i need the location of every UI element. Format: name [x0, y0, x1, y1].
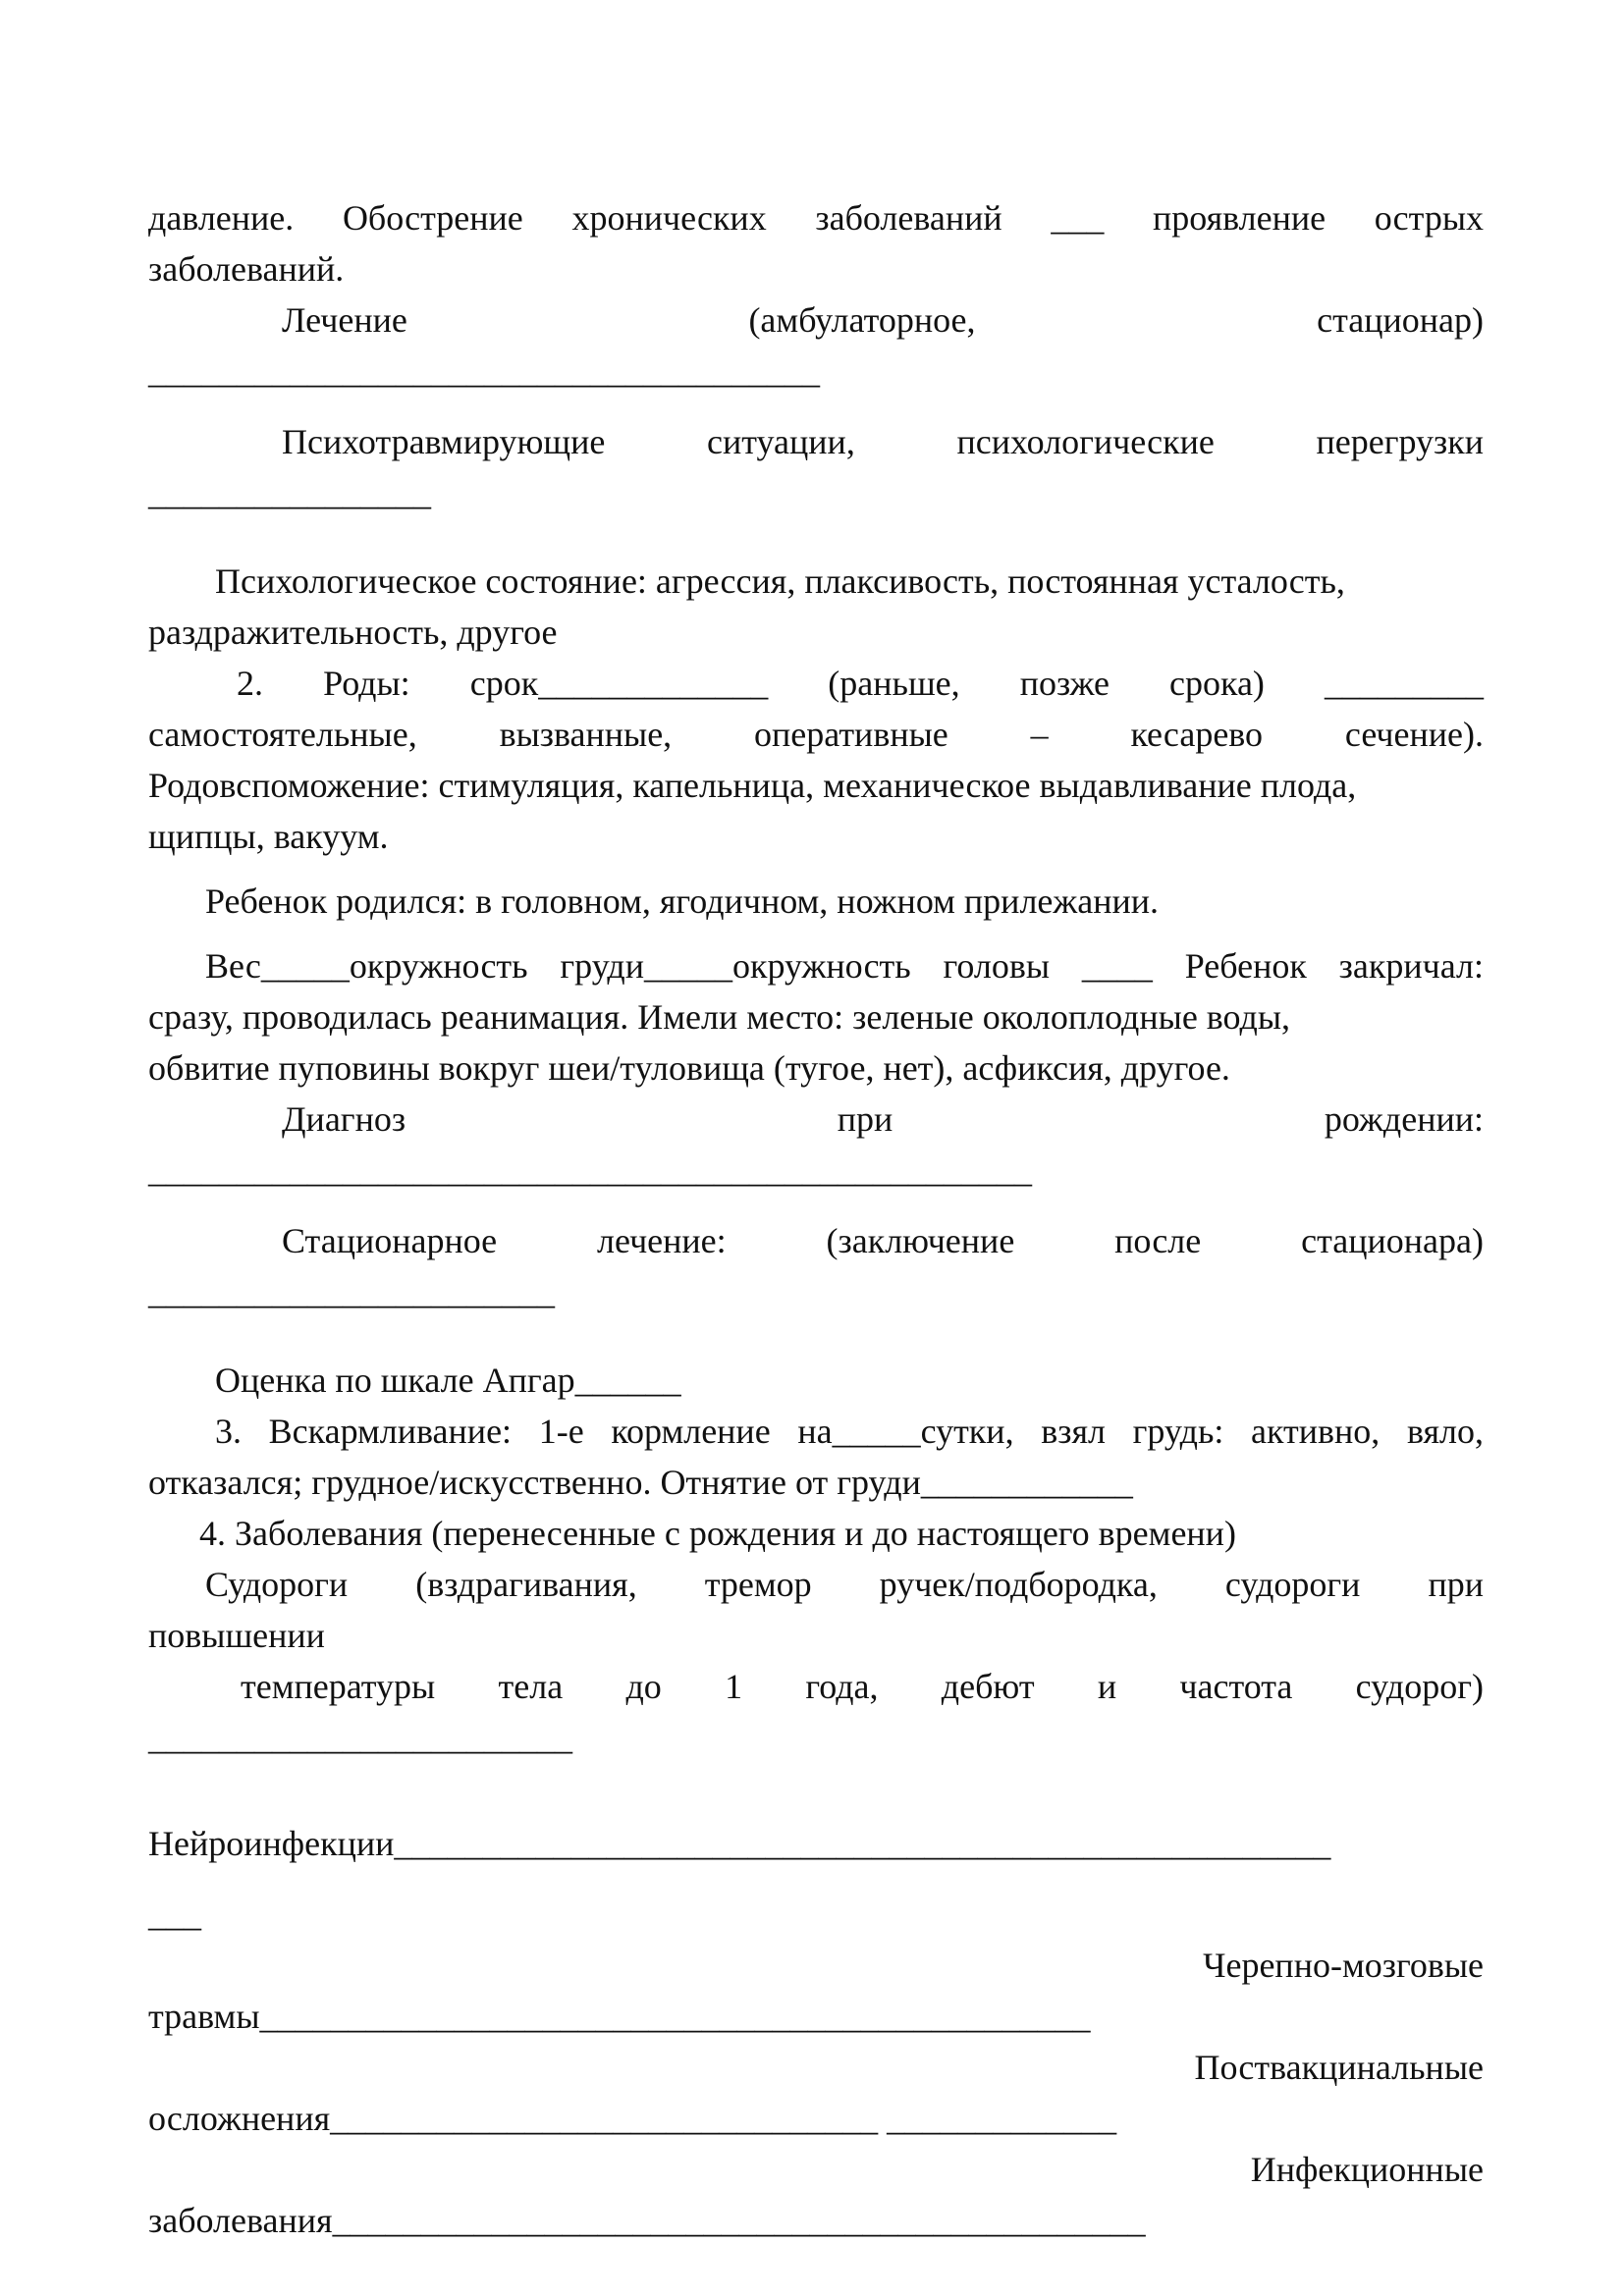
treatment-blank: ______________________________________ [148, 351, 820, 391]
diagnosis-blank: __________________________________________________ [148, 1150, 1032, 1190]
diagnosis-label: Диагноз при рождении: [282, 1099, 1484, 1139]
inpatient-label: Стационарное лечение: (заключение после стационара) [282, 1221, 1484, 1260]
psych-state-line-2: раздражительность, другое [148, 613, 558, 652]
postvaccinal-line: осложнения_______________________________ _____________ [148, 2099, 1117, 2138]
inpatient-blank: _______________________ [148, 1272, 555, 1311]
feeding-line-2: отказался; грудное/искусственно. Отнятие от груди____________ [148, 1463, 1133, 1502]
postvaccinal-label: Поствакцинальные [1194, 2048, 1484, 2087]
weight-line: Вес_____окружность груди_____окружность головы ____ Ребенок закричал: [205, 946, 1484, 986]
feeding-line-1: 3. Вскармливание: 1-е кормление на_____сутки, взял грудь: активно, вяло, [215, 1412, 1484, 1451]
document-body [148, 192, 1484, 2246]
text-line-2: заболеваний. [148, 249, 345, 289]
seizures-line-2: повышении [148, 1616, 325, 1655]
apgar-line: Оценка по шкале Апгар______ [215, 1361, 681, 1400]
treatment-label: Лечение (амбулаторное, стационар) [282, 300, 1484, 340]
seizures-line-3: температуры тела до 1 года, дебют и частота судорог) [241, 1667, 1484, 1706]
birth-assist-line-1: Родовспоможение: стимуляция, капельница, механическое выдавливание плода, [148, 766, 1357, 805]
text-line-1: давление. Обострение хронических заболеваний ___ проявление острых [148, 198, 1484, 238]
presentation-line: Ребенок родился: в головном, ягодичном, ножном прилежании. [205, 881, 1160, 921]
birth-term-line: 2. Роды: срок_____________ (раньше, позже срока) _________ [237, 664, 1484, 703]
seizures-line-1: Судороги (вздрагивания, тремор ручек/подбородка, судороги при [205, 1565, 1484, 1604]
tbi-label: Черепно-мозговые [1203, 1946, 1484, 1985]
asphyxia-line: обвитие пуповины вокруг шеи/туловища (тугое, нет), асфиксия, другое. [148, 1048, 1230, 1088]
birth-type-line: самостоятельные, вызванные, оперативные – кесарево сечение). [148, 715, 1484, 754]
birth-assist-line-2: щипцы, вакуум. [148, 817, 389, 856]
neuroinfections-line: Нейроинфекции_____________________________________________________ [148, 1824, 1331, 1863]
seizures-blank: ________________________ [148, 1718, 572, 1757]
psychotrauma-label: Психотравмирующие ситуации, психологические перегрузки [282, 422, 1484, 461]
reanimation-line: сразу, проводилась реанимация. Имели место: зеленые околоплодные воды, [148, 997, 1291, 1037]
diseases-heading: 4. Заболевания (перенесенные с рождения и до настоящего времени) [199, 1514, 1236, 1553]
infectious-line: заболевания______________________________________________ [148, 2201, 1146, 2240]
psychotrauma-blank: ________________ [148, 473, 431, 512]
infectious-label: Инфекционные [1250, 2150, 1484, 2189]
psych-state-line-1: Психологическое состояние: агрессия, плаксивость, постоянная усталость, [215, 561, 1345, 601]
tbi-line: травмы_______________________________________________ [148, 1997, 1091, 2036]
neuroinfections-blank: ___ [148, 1895, 201, 1934]
